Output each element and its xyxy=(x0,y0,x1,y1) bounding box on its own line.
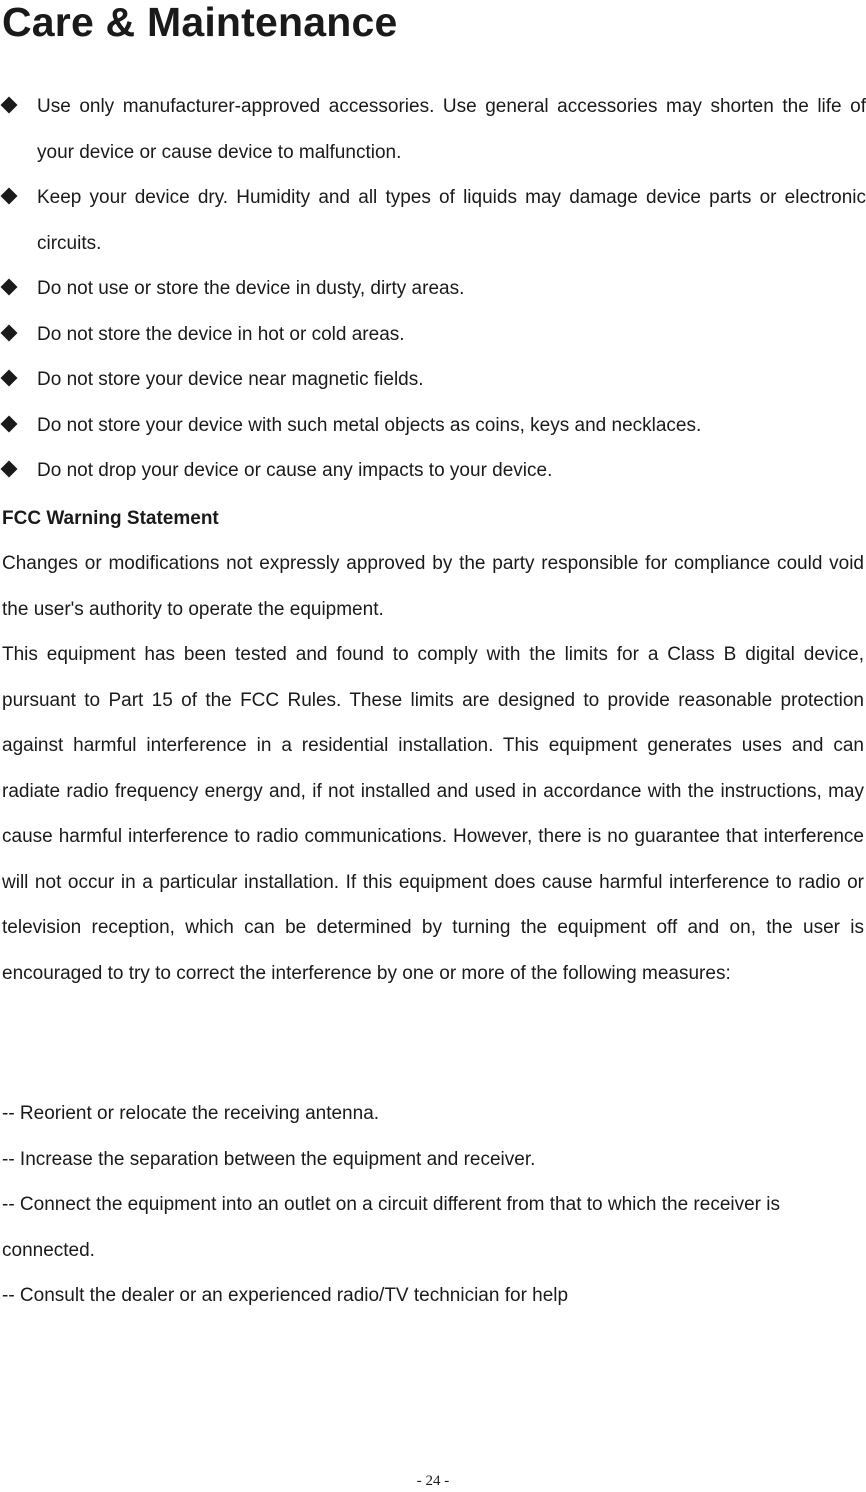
fcc-paragraph-compliance: This equipment has been tested and found to comply with the limits for a Class B digital device, pursuant to Part 15 of the FCC Rules. These limits are designed to provide reasonable protection against harmful interference in a residential installation. This equipment generates uses and can radiate radio frequency energy and, if not installed and used in accordance with the instructions, may cause harmful interference to radio communications. However, there is no guarantee that interference will not occur in a particular installation. If this equipment does cause harmful interference to radio or television reception, which can be determined by turning the equipment off and on, the user is encouraged to try to correct the interference by one or more of the following measures: xyxy=(2,644,864,984)
fcc-heading: FCC Warning Statement xyxy=(2,508,219,529)
fcc-measures-list xyxy=(2,1091,864,1319)
bullet-text: Do not store the device in hot or cold areas. xyxy=(37,323,405,345)
page-number: - 24 - xyxy=(416,1473,450,1489)
bullet-item xyxy=(0,403,866,449)
bullet-text: Do not store your device with such metal objects as coins, keys and necklaces. xyxy=(37,414,702,436)
bullet-text: Do not store your device near magnetic fields. xyxy=(37,369,424,390)
bullet-item xyxy=(0,312,866,358)
measure-item: -- Consult the dealer or an experienced radio/TV technician for help xyxy=(2,1285,569,1306)
bullet-text: Do not drop your device or cause any impacts to your device. xyxy=(37,460,553,481)
diamond-bullet-icon xyxy=(1,461,18,478)
diamond-bullet-icon xyxy=(1,370,18,387)
diamond-bullet-icon xyxy=(1,97,18,114)
measure-item: -- Increase the separation between the equipment and receiver. xyxy=(2,1148,536,1170)
diamond-bullet-icon xyxy=(1,415,18,432)
bullet-text: Use only manufacturer-approved accessories. Use general accessories may shorten the life of your device or cause device to malfunction. xyxy=(37,96,866,163)
page-title: Care & Maintenance xyxy=(2,0,398,45)
bullet-item xyxy=(0,266,866,312)
fcc-paragraph-changes: Changes or modifications not expressly approved by the party responsible for compliance could void the user's authority to operate the equipment. xyxy=(2,553,864,620)
diamond-bullet-icon xyxy=(1,188,18,205)
diamond-bullet-icon xyxy=(1,324,18,341)
care-bullet-list xyxy=(0,84,866,494)
bullet-item xyxy=(0,448,866,494)
bullet-item xyxy=(0,357,866,403)
diamond-bullet-icon xyxy=(1,279,18,296)
bullet-item xyxy=(0,175,866,266)
measure-item: -- Connect the equipment into an outlet on a circuit different from that to which the receiver is connected. xyxy=(2,1194,780,1261)
bullet-text: Do not use or store the device in dusty, dirty areas. xyxy=(37,278,465,299)
bullet-item xyxy=(0,84,866,175)
measure-item: -- Reorient or relocate the receiving antenna. xyxy=(2,1103,380,1124)
bullet-text: Keep your device dry. Humidity and all types of liquids may damage device parts or electronic circuits. xyxy=(37,187,866,254)
